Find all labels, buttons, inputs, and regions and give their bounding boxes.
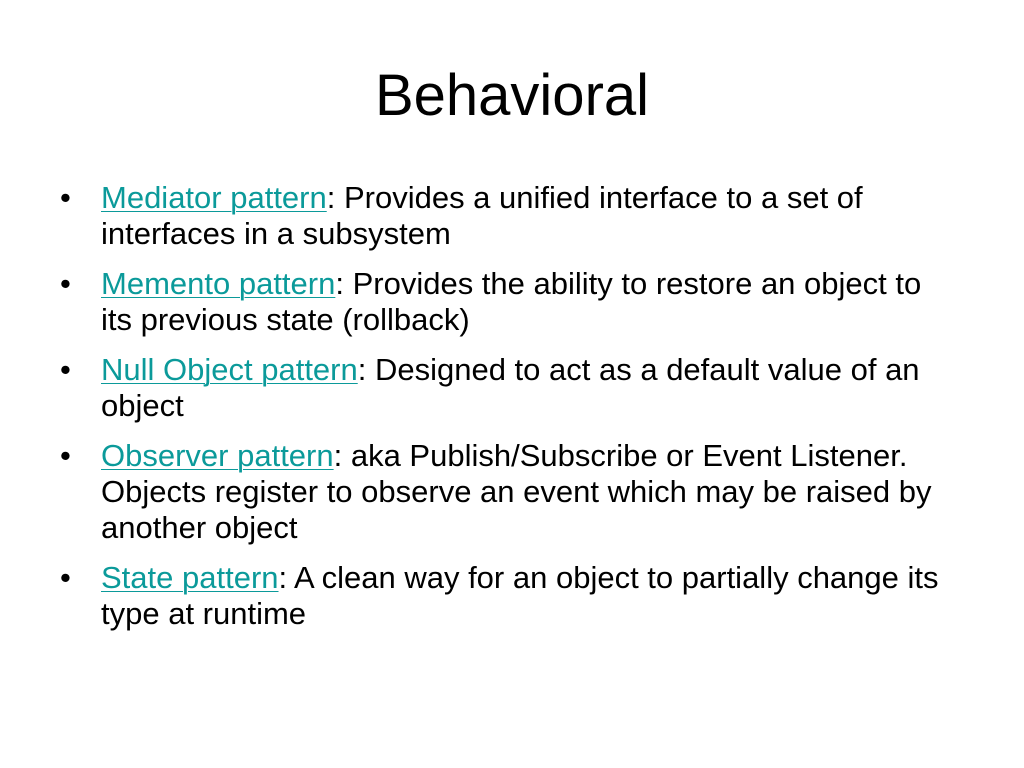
observer-pattern-link[interactable]: Observer pattern xyxy=(101,438,334,473)
bullet-icon: • xyxy=(60,352,71,387)
bullet-icon: • xyxy=(60,560,71,595)
null-object-pattern-link[interactable]: Null Object pattern xyxy=(101,352,358,387)
bullet-icon: • xyxy=(60,180,71,215)
list-item xyxy=(60,180,960,252)
list-item xyxy=(60,266,960,338)
state-pattern-link[interactable]: State pattern xyxy=(101,560,279,595)
null-object-pattern-description: : Designed to act as a default value of an object xyxy=(101,352,920,423)
list-item xyxy=(60,560,960,632)
observer-pattern-description: : aka Publish/Subscribe or Event Listener. Objects register to observe an event which may be raised by another object xyxy=(101,438,932,545)
bullet-list xyxy=(60,180,960,646)
state-pattern-description: : A clean way for an object to partially change its type at runtime xyxy=(101,560,939,631)
memento-pattern-link[interactable]: Memento pattern xyxy=(101,266,336,301)
memento-pattern-description: : Provides the ability to restore an object to its previous state (rollback) xyxy=(101,266,922,337)
list-item xyxy=(60,438,960,546)
mediator-pattern-description: : Provides a unified interface to a set of interfaces in a subsystem xyxy=(101,180,863,251)
bullet-icon: • xyxy=(60,438,71,473)
mediator-pattern-link[interactable]: Mediator pattern xyxy=(101,180,327,215)
slide-title: Behavioral xyxy=(374,63,650,128)
bullet-icon: • xyxy=(60,266,71,301)
list-item xyxy=(60,352,960,424)
